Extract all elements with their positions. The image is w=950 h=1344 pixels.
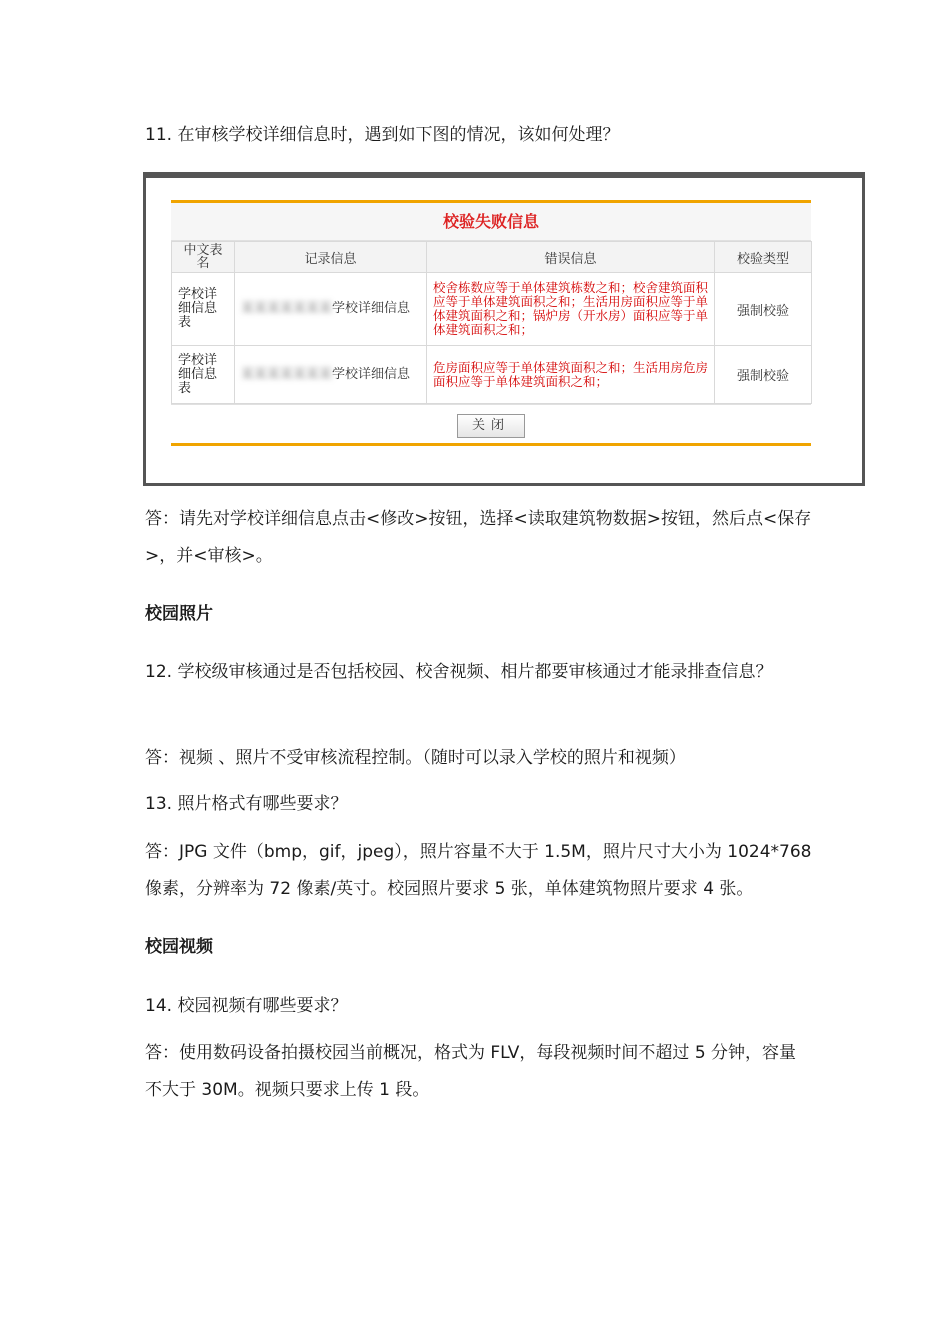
cell-error: 校舍栋数应等于单体建筑栋数之和；校舍建筑面积应等于单体建筑面积之和；生活用房面积应等于单体建筑面积之和；锅炉房（开水房）面积应等于单体建筑面积之和； bbox=[427, 273, 715, 346]
cell-record bbox=[235, 273, 427, 346]
embedded-screenshot bbox=[143, 172, 865, 486]
cell-record bbox=[235, 346, 427, 404]
cell-type: 强制校验 bbox=[715, 346, 812, 404]
question-12: 12. 学校级审核通过是否包括校园、校舍视频、相片都要审核通过才能录排查信息？ bbox=[145, 662, 773, 682]
panel-title: 校验失败信息 bbox=[171, 203, 811, 241]
cell-type: 强制校验 bbox=[715, 273, 812, 346]
cell-table-name: 学校详细信息表 bbox=[172, 346, 235, 404]
close-button[interactable]: 关闭 bbox=[457, 414, 525, 438]
answer-13: 答：JPG 文件（bmp，gif，jpeg），照片容量不大于 1.5M，照片尺寸大小为 1024*768 像素，分辨率为 72 像素/英寸。校园照片要求 5 张，单体建筑物照片要求 4 张。 bbox=[145, 842, 812, 899]
question-14: 14. 校园视频有哪些要求？ bbox=[145, 996, 348, 1016]
cell-error: 危房面积应等于单体建筑面积之和；生活用房危房面积应等于单体建筑面积之和； bbox=[427, 346, 715, 404]
blurred-text: 某某某某某某某 bbox=[241, 301, 333, 316]
col-header-type: 校验类型 bbox=[715, 242, 812, 273]
col-header-record: 记录信息 bbox=[235, 242, 427, 273]
section-heading-videos: 校园视频 bbox=[145, 937, 213, 957]
section-heading-photos: 校园照片 bbox=[145, 604, 213, 624]
question-13: 13. 照片格式有哪些要求？ bbox=[145, 794, 348, 814]
table-row bbox=[172, 273, 812, 346]
table-header-row bbox=[172, 242, 812, 273]
validation-failure-panel bbox=[171, 200, 811, 446]
answer-14: 答：使用数码设备拍摄校园当前概况，格式为 FLV，每段视频时间不超过 5 分钟，容量不大于 30M。视频只要求上传 1 段。 bbox=[145, 1043, 797, 1100]
record-suffix: 学校详细信息 bbox=[332, 301, 411, 316]
button-row bbox=[171, 404, 811, 445]
cell-table-name: 学校详细信息表 bbox=[172, 273, 235, 346]
col-header-error: 错误信息 bbox=[427, 242, 715, 273]
error-table bbox=[171, 241, 812, 404]
answer-11: 答：请先对学校详细信息点击<修改>按钮，选择<读取建筑物数据>按钮，然后点<保存>，并<审核>。 bbox=[145, 509, 812, 566]
record-suffix: 学校详细信息 bbox=[332, 366, 411, 382]
question-11: 11. 在审核学校详细信息时，遇到如下图的情况，该如何处理？ bbox=[145, 125, 620, 145]
blurred-text: 某某某某某某某 bbox=[241, 366, 333, 382]
table-row bbox=[172, 346, 812, 404]
answer-12: 答：视频 、照片不受审核流程控制。（随时可以录入学校的照片和视频） bbox=[145, 748, 686, 768]
col-header-table-name: 中文表名 bbox=[172, 242, 235, 273]
